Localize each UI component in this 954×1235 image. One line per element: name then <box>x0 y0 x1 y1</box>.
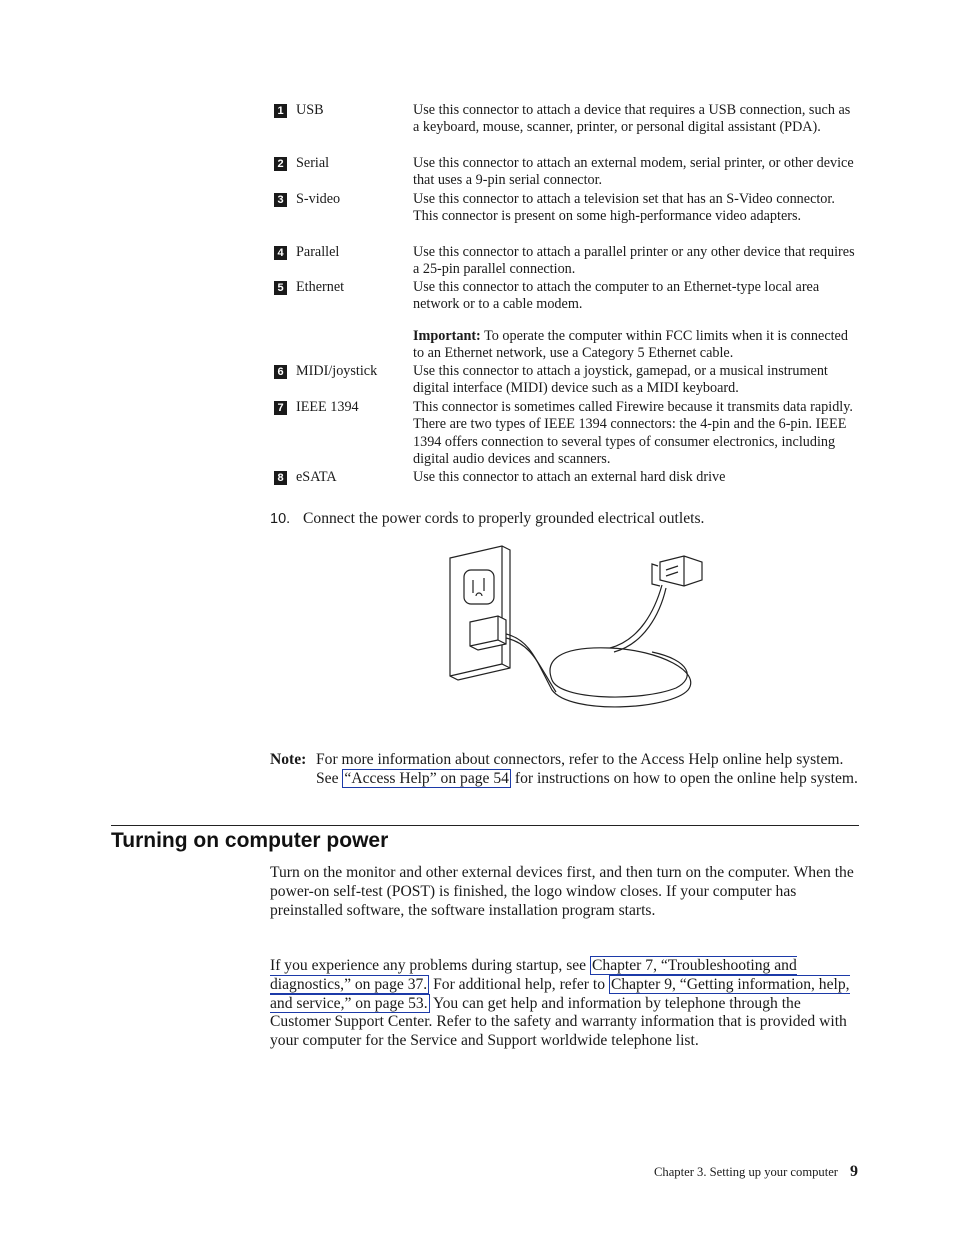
callout-number: 2 <box>274 157 287 171</box>
note-text-after: for instructions on how to open the online help system. <box>514 770 858 787</box>
callout-number: 1 <box>274 104 287 118</box>
connector-description: This connector is sometimes called Firewire because it transmits data rapidly. There are two types of IEEE 1394 connectors: the 4-pin and the 6-pin. IEEE 1394 offers connection to several types of consumer electronics, including digital audio devices and scanners. <box>413 399 853 468</box>
connector-row-svideo <box>274 191 860 244</box>
connector-description: Use this connector to attach a television set that has an S-Video connector. This connector is present on some high-performance video adapters. <box>413 191 835 225</box>
p2-text-before: If you experience any problems during startup, see <box>270 957 587 974</box>
connector-name: eSATA <box>296 469 337 485</box>
callout-number: 6 <box>274 365 287 379</box>
connector-description: Use this connector to attach a joystick, gamepad, or a musical instrument digital interface (MIDI) device such as a MIDI keyboard. <box>413 363 828 397</box>
connector-row-ieee1394 <box>274 399 860 469</box>
callout-number: 3 <box>274 193 287 207</box>
note-text-before: For more information about connectors, refer to the Access Help online help system. See <box>316 751 844 787</box>
connector-description: Use this connector to attach an external modem, serial printer, or other device that uses a 9-pin serial connector. <box>413 155 854 189</box>
p2-text-middle: For additional help, refer to <box>433 975 606 993</box>
getting-help-chapter-link[interactable]: Chapter 9, “Getting information, help, and service,” on page 53. <box>270 975 850 1012</box>
connector-row-usb <box>274 102 860 155</box>
p2-text-after: You can get help and information by telephone through the Customer Support Center. Refer to the safety and warranty information that is provided with your computer for the Service and Support worldwide telephone list. <box>270 994 847 1050</box>
note-label: Note: <box>270 751 307 768</box>
connector-name: Parallel <box>296 244 340 260</box>
connector-name: S-video <box>296 191 341 207</box>
callout-number: 7 <box>274 401 287 415</box>
connector-row-midi <box>274 363 860 399</box>
step-10 <box>270 509 704 529</box>
connector-name: Ethernet <box>296 279 345 295</box>
connector-name: IEEE 1394 <box>296 399 359 415</box>
connector-name: MIDI/joystick <box>296 363 378 379</box>
connector-row-esata <box>274 469 860 487</box>
paragraph-troubleshooting <box>270 957 860 1051</box>
footer-chapter: Chapter 3. Setting up your computer <box>654 1165 838 1179</box>
connector-description: Use this connector to attach an external hard disk drive <box>413 469 726 485</box>
connector-description: Use this connector to attach the computer to an Ethernet-type local area network or to a cable modem. <box>413 279 820 313</box>
important-notice <box>413 328 860 363</box>
page-number: 9 <box>850 1163 858 1180</box>
connector-row-ethernet <box>274 279 860 363</box>
connector-table <box>274 102 860 487</box>
connector-name: Serial <box>296 155 330 171</box>
important-text: To operate the computer within FCC limits when it is connected to an Ethernet network, use a Category 5 Ethernet cable. <box>413 327 848 362</box>
connector-row-serial <box>274 155 860 191</box>
paragraph-power-on: Turn on the monitor and other external devices first, and then turn on the computer. When the power-on self-test (POST) is finished, the logo window closes. If your computer has preinstalled software, the software installation program starts. <box>270 864 854 919</box>
connector-description: Use this connector to attach a device that requires a USB connection, such as a keyboard, mouse, scanner, printer, or personal digital assistant (PDA). <box>413 102 851 136</box>
note-text <box>316 750 860 788</box>
connector-name: USB <box>296 102 324 118</box>
access-help-link[interactable]: “Access Help” on page 54 <box>344 770 509 787</box>
callout-number: 8 <box>274 471 287 485</box>
step-number: 10. <box>270 511 291 527</box>
connector-row-parallel <box>274 244 860 279</box>
note-block <box>270 750 860 788</box>
important-label: Important: <box>413 327 481 344</box>
step-text: Connect the power cords to properly grounded electrical outlets. <box>303 510 705 527</box>
callout-number: 5 <box>274 281 287 295</box>
section-divider <box>111 825 859 826</box>
power-outlet-illustration <box>440 540 716 726</box>
troubleshooting-chapter-link[interactable]: Chapter 7, “Troubleshooting and diagnostics,” on page 37. <box>270 957 797 993</box>
callout-number: 4 <box>274 246 287 260</box>
section-heading: Turning on computer power <box>111 829 389 852</box>
page-footer <box>654 1162 858 1182</box>
connector-description: Use this connector to attach a parallel printer or any other device that requires a 25-pin parallel connection. <box>413 244 855 278</box>
